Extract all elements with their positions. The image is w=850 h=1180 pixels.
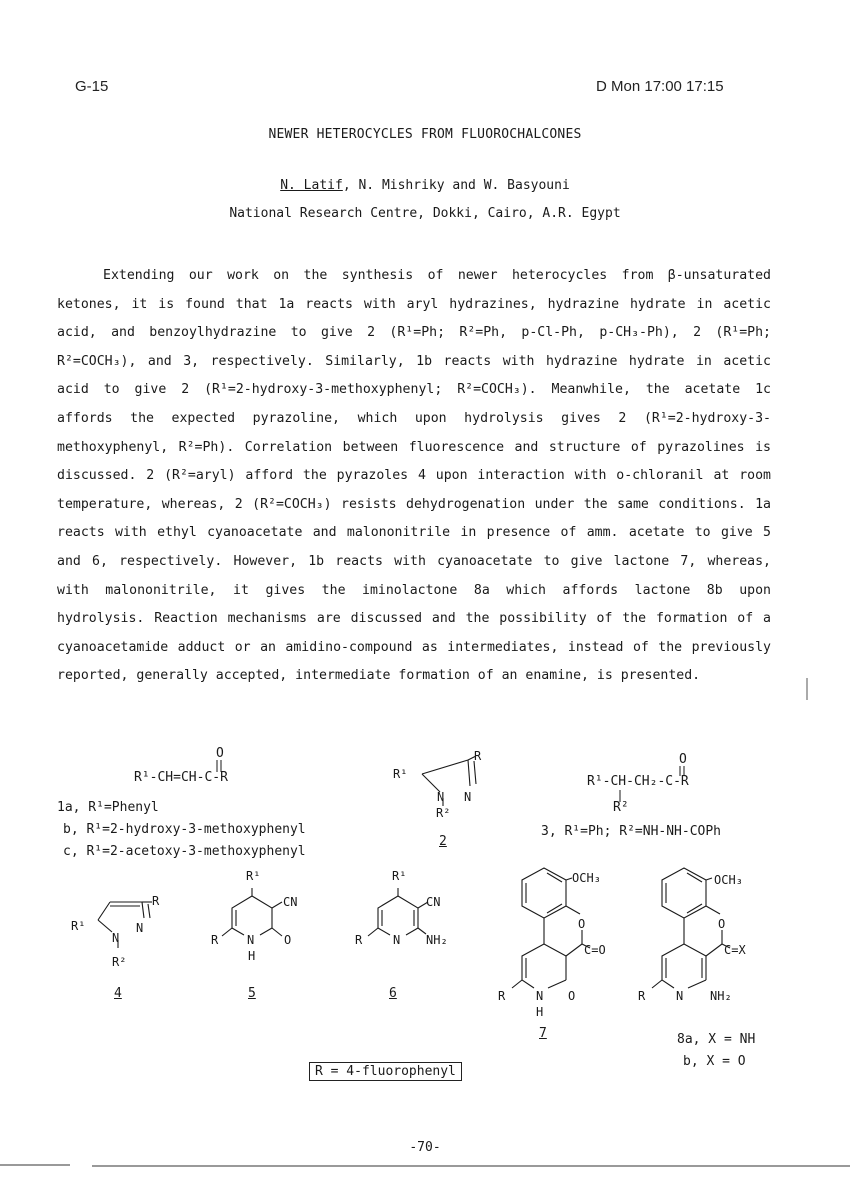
pyridone-n: N — [247, 933, 255, 947]
pyridone-r1: R¹ — [246, 869, 261, 883]
lactone-ring-o: O — [578, 917, 586, 931]
aminopyridine-cn: CN — [426, 895, 441, 909]
presenting-author: N. Latif — [280, 178, 343, 193]
session-code: G-15 — [75, 78, 109, 95]
session-time: D Mon 17:00 17:15 — [596, 78, 724, 95]
lactone-r: R — [498, 989, 506, 1003]
aminopyridine-r1: R¹ — [392, 869, 407, 883]
compound-4-label: 4 — [114, 986, 122, 1001]
abstract-text: Extending our work on the synthesis of newer heterocycles from β-unsaturated ketones, it is found that 1a reacts with aryl hydrazines, hydrazine hydrate in acetic acid, and benzoylhydrazine to give 2 (R¹=Ph; R²=Ph, p-Cl-Ph, p-CH₃-Ph), 2 (R¹=Ph; R²=COCH₃), and 3, respectively. Similarly, 1b reacts with hydrazine hydrate in acetic acid to give 2 (R¹=2-hydroxy-3-methoxyphenyl; R²=COCH₃). Meanwhile, the acetate 1c affords the expected pyrazoline, which upon hydrolysis gives 2 (R¹=2-hydroxy-3-methoxyphenyl, R²=Ph). Correlation between fluorescence and structure of pyrazolines is discussed. 2 (R²=aryl) afford the pyrazoles 4 upon interaction with o-chloranil at room temperature, whereas, 2 (R²=COCH₃) resists dehydrogenation under the same conditions. 1a reacts with ethyl cyanoacetate and malononitrile in presence of amm. acetate to give 5 and 6, respectively. However, 1b reacts with cyanoacetate to give lactone 7, whereas, with malononitrile, it gives the iminolactone 8a which affords lactone 8b upon hydrolysis. Reaction mechanisms are discussed and the possibility of the formation of a cyanoacetamide adduct or an amidino-compound as intermediates, instead of the previously reported, generally accepted, intermediate formation of an enamine, is presented. — [57, 268, 771, 684]
authors — [0, 178, 850, 193]
pyrazoline-r2: R² — [436, 806, 451, 820]
lactone-c-eq-o: C=O — [584, 943, 606, 957]
compound-1a: 1a, R¹=Phenyl — [57, 800, 159, 815]
pyrazole-n2: N — [136, 921, 144, 935]
lactone-structure — [494, 858, 624, 1020]
pyrazole-r1: R¹ — [71, 919, 86, 933]
pyrazoline-r1: R¹ — [393, 767, 408, 781]
compound-8b-label: b, X = O — [683, 1054, 746, 1069]
pyrazoline-structure — [392, 746, 502, 820]
bottom-rule — [0, 1160, 850, 1174]
compound-1b: b, R¹=2-hydroxy-3-methoxyphenyl — [63, 822, 306, 837]
compound-8a-label: 8a, X = NH — [677, 1032, 756, 1047]
iminolactone-nh2: NH₂ — [710, 989, 732, 1003]
pyrazole-r2: R² — [112, 955, 127, 969]
hydrazide-r2: R² — [613, 800, 629, 815]
iminolactone-och3: OCH₃ — [714, 873, 743, 887]
aminopyridine-n: N — [393, 933, 401, 947]
lactone-och3: OCH₃ — [572, 871, 601, 885]
page-number: -70- — [409, 1140, 441, 1155]
compound-2-label: 2 — [439, 834, 447, 849]
coauthors: , N. Mishriky and W. Basyouni — [342, 178, 570, 193]
carbonyl-o-3: O — [679, 752, 687, 767]
aminopyridine-structure — [352, 866, 462, 966]
iminolactone-structure — [634, 858, 764, 1020]
pyrazole-r: R — [152, 894, 160, 908]
iminolactone-c-eq-x: C=X — [724, 943, 746, 957]
aminopyridine-r: R — [355, 933, 363, 947]
pyrazoline-r: R — [474, 749, 482, 763]
r-definition-box: R = 4-fluorophenyl — [309, 1062, 462, 1081]
pyridone-cn: CN — [283, 895, 298, 909]
margin-mark — [805, 678, 809, 700]
iminolactone-r: R — [638, 989, 646, 1003]
pyridone-h: H — [248, 949, 256, 963]
iminolactone-ring-o: O — [718, 917, 726, 931]
compound-1c: c, R¹=2-acetoxy-3-methoxyphenyl — [63, 844, 306, 859]
compound-3-label: 3, R¹=Ph; R²=NH-NH-COPh — [541, 824, 722, 839]
pyridone-structure — [206, 866, 306, 966]
abstract — [57, 262, 771, 691]
paper-title: NEWER HETEROCYCLES FROM FLUOROCHALCONES — [268, 127, 582, 142]
aminopyridine-nh2: NH₂ — [426, 933, 448, 947]
pyrazoline-n2: N — [464, 790, 472, 804]
pyrazole-structure — [70, 890, 170, 972]
carbonyl-o-1: O — [216, 746, 224, 761]
compound-7-label: 7 — [539, 1026, 547, 1041]
compound-5-label: 5 — [248, 986, 256, 1001]
iminolactone-n: N — [676, 989, 684, 1003]
lactone-n: N — [536, 989, 544, 1003]
pyridone-r: R — [211, 933, 219, 947]
chalcone-formula: R¹-CH=CH-C-R — [134, 770, 228, 785]
affiliation: National Research Centre, Dokki, Cairo, A.R. Egypt — [229, 206, 621, 221]
compound-6-label: 6 — [389, 986, 397, 1001]
lactone-h: H — [536, 1005, 544, 1019]
lactone-pyridone-o: O — [568, 989, 576, 1003]
pyridone-o: O — [284, 933, 292, 947]
hydrazide-formula: R¹-CH-CH₂-C-R — [587, 774, 689, 789]
pyrazoline-n1: N — [437, 790, 445, 804]
pyrazole-n1: N — [112, 931, 120, 945]
